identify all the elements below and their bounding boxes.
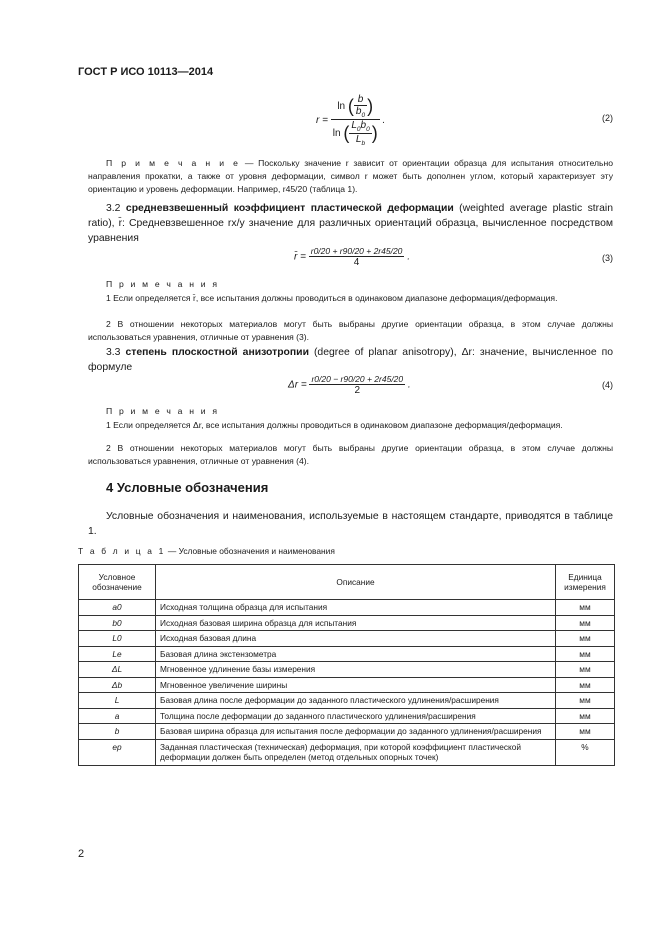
table-row: Δb Мгновенное увеличение ширины мм	[79, 677, 615, 693]
table-row: Le Базовая длина экстензометра мм	[79, 646, 615, 662]
notes-3-2-title: П р и м е ч а н и я	[106, 279, 220, 289]
equation-3-number: (3)	[602, 253, 613, 263]
note-r-orientation: П р и м е ч а н и е — Поскольку значение r зависит от ориентации образца для испытания относительно направления прокатки, а также от уровня деформации, символ r может быть дополнен углом, который характеризует эту ориентацию и уровень деформации. Например, r45/20 (таблица 1).	[88, 158, 613, 194]
table-header-row	[79, 565, 615, 600]
equation-2-number: (2)	[602, 113, 613, 123]
notes-3-3-title: П р и м е ч а н и я	[106, 406, 220, 416]
header-description: Описание	[156, 565, 556, 600]
table-row: L Базовая длина после деформации до заданного пластического удлинения/расширения мм	[79, 693, 615, 709]
document-header: ГОСТ Р ИСО 10113—2014	[78, 66, 214, 78]
equation-4: Δr = $\frac{r0/20 - r90/20 + 2r45/20}{2}$ .	[288, 374, 411, 396]
header-unit: Единица измерения	[556, 565, 615, 600]
term-3-2: 3.2 средневзвешенный коэффициент пластической деформации (weighted average plastic strain ratio), r̄: Средневзвешенное rx/y значение для различных ориентаций образца, вычисленное посредством уравнения	[88, 203, 614, 244]
equation-2: r = ln ( $\frac{b}{b_0}$ ) ln ( $\frac{L_0b_0}{L_b}$ ) .	[316, 94, 386, 147]
equation-4-number: (4)	[602, 380, 613, 390]
term-3-3: 3.3 степень плоскостной анизотропии (degree of planar anisotropy), Δr: значение, вычисленное по формуле	[88, 347, 614, 373]
symbols-table	[78, 564, 615, 766]
table-row: b Базовая ширина образца для испытания после деформации до заданного удлинения/расширения мм	[79, 724, 615, 740]
note-3-2-2: 2 В отношении некоторых материалов могут быть выбраны другие ориентации образца, в этом случае должны использоваться уравнения, отличные от уравнения (3).	[88, 319, 613, 342]
equation-3: r̄ = $\frac{r0/20 + r90/20 + 2r45/20}{4}$ .	[294, 246, 410, 268]
table-row: b0 Исходная базовая ширина образца для испытания мм	[79, 615, 615, 631]
table-row: L0 Исходная базовая длина мм	[79, 631, 615, 647]
note-3-3-2: 2 В отношении некоторых материалов могут быть выбраны другие ориентации образца, в этом случае должны использоваться уравнения, отличные от уравнения (4).	[88, 443, 613, 466]
page-number: 2	[78, 848, 85, 860]
table-row: a Толщина после деформации до заданного пластического удлинения/расширения мм	[79, 708, 615, 724]
table-row: ΔL Мгновенное удлинение базы измерения мм	[79, 662, 615, 678]
note-3-3-1: 1 Если определяется Δr, все испытания должны проводиться в одинаковом диапазоне деформация/деформация.	[106, 420, 563, 430]
table-row: ep Заданная пластическая (техническая) деформация, при которой коэффициент пластической деформации должен быть определен (метод отдельных опорных точек) %	[79, 739, 615, 765]
header-symbol: Условное обозначение	[79, 565, 156, 600]
section-4-title: 4 Условные обозначения	[106, 480, 269, 495]
table-1-caption: Т а б л и ц а 1 — Условные обозначения и наименования	[78, 546, 335, 556]
table-row: a0 Исходная толщина образца для испытания мм	[79, 600, 615, 616]
section-4-intro: Условные обозначения и наименования, используемые в настоящем стандарте, приводятся в таблице 1.	[88, 511, 613, 537]
note-3-2-1: 1 Если определяется r̄, все испытания должны проводиться в одинаковом диапазоне деформация/деформация.	[106, 293, 558, 303]
